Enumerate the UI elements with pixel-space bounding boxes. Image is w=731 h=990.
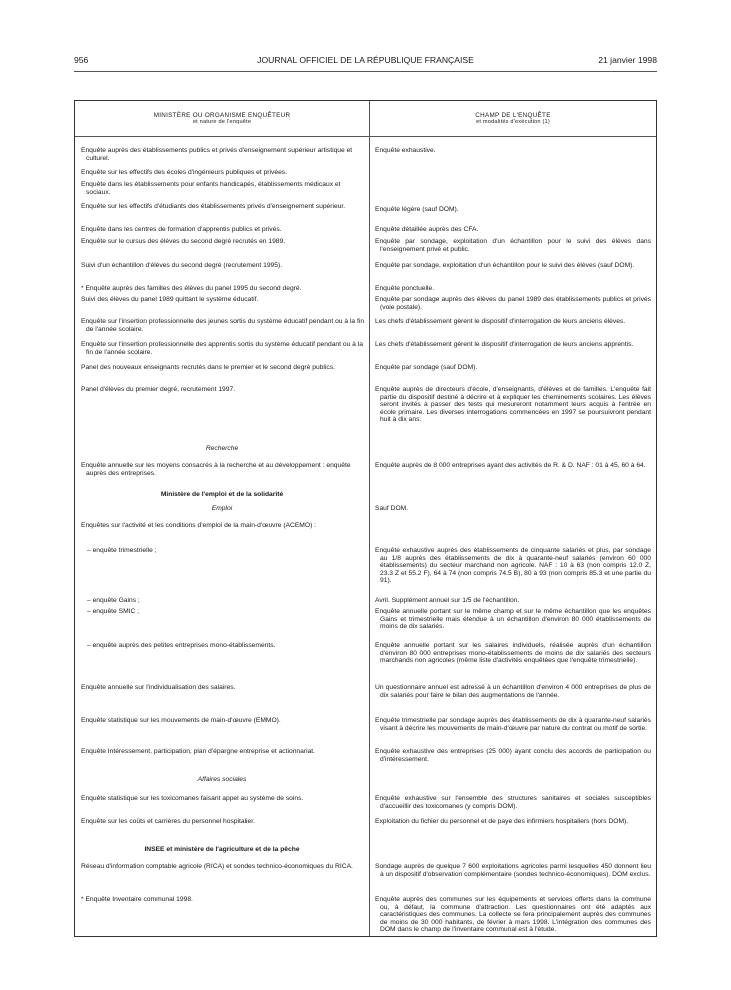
section-heading: Emploi <box>211 505 233 512</box>
ministry-heading: Ministère de l'emploi et de la solidarité <box>160 491 284 498</box>
right-column-header <box>370 112 656 126</box>
row-right: Les chefs d'établissement gèrent le dispositif d'interrogation de leurs anciens élèves. <box>375 318 626 325</box>
row-left: – enquête SMIC ; <box>87 608 140 615</box>
row-right: Enquête par sondage, exploitation d'un échantillon pour le suivi des élèves (sauf DOM). <box>375 262 635 269</box>
left-column-subtitle: et nature de l'enquête <box>192 119 252 126</box>
left-column-title: MINISTÈRE OU ORGANISME ENQUÊTEUR <box>153 112 291 119</box>
row-right: Enquête par sondage auprès des élèves du panel 1989 des établissements publics et privés (voie postale). <box>375 296 651 311</box>
row-right: Enquête auprès de directeurs d'école, d'enseignants, d'élèves et de familles. L'enquête fait partie du dispositif destiné à décrire et à expliquer les cheminements scolaires. Les élèves seront invités à passer des tests qui mesureront notamment leurs acquis à l'entrée en école primaire. Les diverses interrogations commencées en 1997 se poursuivront pendant huit à dix ans. <box>375 386 651 424</box>
row-left: Enquête sur l'insertion professionnelle des jeunes sortis du système éducatif pendant ou à la fin de l'année scolaire. <box>81 318 365 333</box>
row-left: – enquête auprès des petites entreprises mono-établissements. <box>87 642 276 649</box>
row-left: Enquête sur le cursus des élèves du second degré recrutés en 1989. <box>81 238 286 245</box>
section-heading: Recherche <box>205 445 239 452</box>
row-right: Enquête exhaustive auprès des établissements de cinquante salariés et plus, par sondage au 1/8 auprès des établissements de dix à quarante-neuf salariés (environ 60 000 établissements) du secteur marchand non agricole. NAF : 10 à 63 (non compris 12.0 Z, 23.3 Z et 55.2 F), 64 à 74 (non compris 74.5 B), 80 à 93 (non compris 85.3 et une partie du 91). <box>375 547 651 585</box>
row-left: Enquête sur les effectifs des écoles d'ingénieurs publiques et privées. <box>81 169 287 176</box>
row-left: Panel des nouveaux enseignants recrutés dans le premier et le second degré publics. <box>81 364 335 371</box>
left-column-header <box>75 112 369 126</box>
row-left: – enquête trimestrielle ; <box>87 547 157 554</box>
right-column-subtitle: et modalités d'exécution (1) <box>476 119 550 126</box>
row-left: Enquête annuelle sur les moyens consacrés à la recherche et au développement : enquête auprès des entreprises. <box>81 462 351 477</box>
row-right: Enquête auprès des communes sur les équipements et services offerts dans la commune ou, à défaut, la commune d'attraction. Les questionnaires ont été adaptés aux caractéristiques des communes. La collecte se fera principalement auprès des communes de moins de 30 000 habitants, de février à mars 1998. L'intégration des communes des DOM dans le champ de l'inventaire communal est à l'étude. <box>375 896 651 934</box>
journal-title: JOURNAL OFFICIEL DE LA RÉPUBLIQUE FRANÇAISE <box>257 55 474 65</box>
row-right: Enquête annuelle portant sur le même champ et sur le même échantillon que les enquêtes Gains et trimestrielle mais étendue à un échantillon d'environ 80 000 établissements de moins de dix salariés. <box>375 608 651 631</box>
row-left: Enquête annuelle sur l'individualisation des salaires. <box>81 684 236 691</box>
row-right: Enquête annuelle portant sur les salaires individuels, réalisée auprès d'un échantillon d'environ 80 000 entreprises mono-établissements de moins de dix salariés des secteurs marchands non agricoles (même liste d'activités enquêtées que l'enquête trimestrielle). <box>375 642 651 665</box>
row-left: – enquête Gains ; <box>87 597 140 604</box>
column-header-rule <box>75 136 656 137</box>
ministry-heading: INSEE et ministère de l'agriculture et de la pêche <box>144 846 300 853</box>
header-rule <box>74 71 657 72</box>
row-left: Enquête dans les établissements pour enfants handicapés, établissements médicaux et sociaux. <box>81 181 341 196</box>
row-left: Réseau d'information comptable agricole (RICA) et sondes technico-économiques du RICA. <box>81 863 353 870</box>
row-right: Sauf DOM. <box>375 505 409 512</box>
row-left: Enquête dans les centres de formation d'apprentis publics et privés. <box>81 226 282 233</box>
row-left: Suivi des élèves du panel 1989 quittant le système éducatif. <box>81 296 259 303</box>
page-header <box>74 55 657 69</box>
column-divider <box>369 101 370 936</box>
row-left: Enquête sur les effectifs d'étudiants des établissements privés d'enseignement supérieur. <box>81 203 346 210</box>
right-column-title: CHAMP DE L'ENQUÊTE <box>475 112 551 119</box>
row-right: Enquête auprès de 8 000 entreprises ayant des activités de R. & D. NAF : 01 à 45, 60 à 64. <box>375 462 646 469</box>
row-left: Enquête statistique sur les toxicomanes faisant appel au système de soins. <box>81 795 304 802</box>
row-right: Enquête par sondage (sauf DOM). <box>375 364 478 371</box>
row-left: * Enquête auprès des familles des élèves du panel 1995 du second degré. <box>81 285 302 292</box>
row-left: Enquête sur les coûts et carrières du personnel hospitalier. <box>81 818 255 825</box>
row-left: Enquête sur l'insertion professionnelle des apprentis sortis du système éducatif pendant ou à la fin de l'année scolaire. <box>81 341 363 356</box>
row-right: Enquête trimestrielle par sondage auprès des établissements de dix à quarante-neuf salariés visant à décrire les mouvements de main-d'œuvre par nature du contrat ou motif de sortie. <box>375 717 651 732</box>
row-left: Enquête statistique sur les mouvements de main-d'œuvre (EMMO). <box>81 717 281 724</box>
issue-date: 21 janvier 1998 <box>598 55 657 65</box>
page-number: 956 <box>74 55 89 65</box>
row-right: Sondage auprès de quelque 7 600 exploitations agricoles parmi lesquelles 450 donnent lieu à un dispositif d'observation complémentaire (sondes technico-économiques). DOM exclus. <box>375 863 651 878</box>
row-right: Exploitation du fichier du personnel et de paye des infirmiers hospitaliers (hors DOM). <box>375 818 629 825</box>
row-right: Enquête exhaustive sur l'ensemble des structures sanitaires et sociales susceptibles d'accueillir des toxicomanes (y compris DOM). <box>375 795 651 810</box>
row-left: Suivi d'un échantillon d'élèves du second degré (recrutement 1995). <box>81 262 283 269</box>
row-right: Un questionnaire annuel est adressé à un échantillon d'environ 4 000 entreprises de plus de dix salariés pour faire le bilan des augmentations de l'année. <box>375 684 651 699</box>
row-left: Enquêtes sur l'activité et les conditions d'emploi de la main-d'œuvre (ACEMO) : <box>81 522 317 529</box>
row-right: Enquête par sondage, exploitation d'un échantillon pour le suivi des élèves dans l'enseignement privé et public. <box>375 238 651 253</box>
row-right: Enquête ponctuelle. <box>375 285 435 292</box>
row-left: Panel d'élèves du premier degré, recrutement 1997. <box>81 386 236 393</box>
row-right: Enquête exhaustive. <box>375 147 436 154</box>
row-right: Enquête légère (sauf DOM). <box>375 206 459 213</box>
row-right: Les chefs d'établissement gèrent le dispositif d'interrogation de leurs anciens apprentis. <box>375 341 634 348</box>
row-left: Enquête Intéressement, participation, plan d'épargne entreprise et actionnariat. <box>81 748 316 755</box>
row-right: Avril. Supplément annuel sur 1/5 de l'échantillon. <box>375 597 520 604</box>
row-right: Enquête détaillée auprès des CFA. <box>375 226 479 233</box>
section-heading: Affaires sociales <box>197 776 247 783</box>
row-left: * Enquête Inventaire communal 1998. <box>81 896 193 903</box>
row-right: Enquête exhaustive des entreprises (25 000) ayant conclu des accords de participation ou d'intéressement. <box>375 748 651 763</box>
row-left: Enquête auprès des établissements publics et privés d'enseignement supérieur artistique et culturel. <box>81 147 353 162</box>
survey-table <box>74 100 657 937</box>
